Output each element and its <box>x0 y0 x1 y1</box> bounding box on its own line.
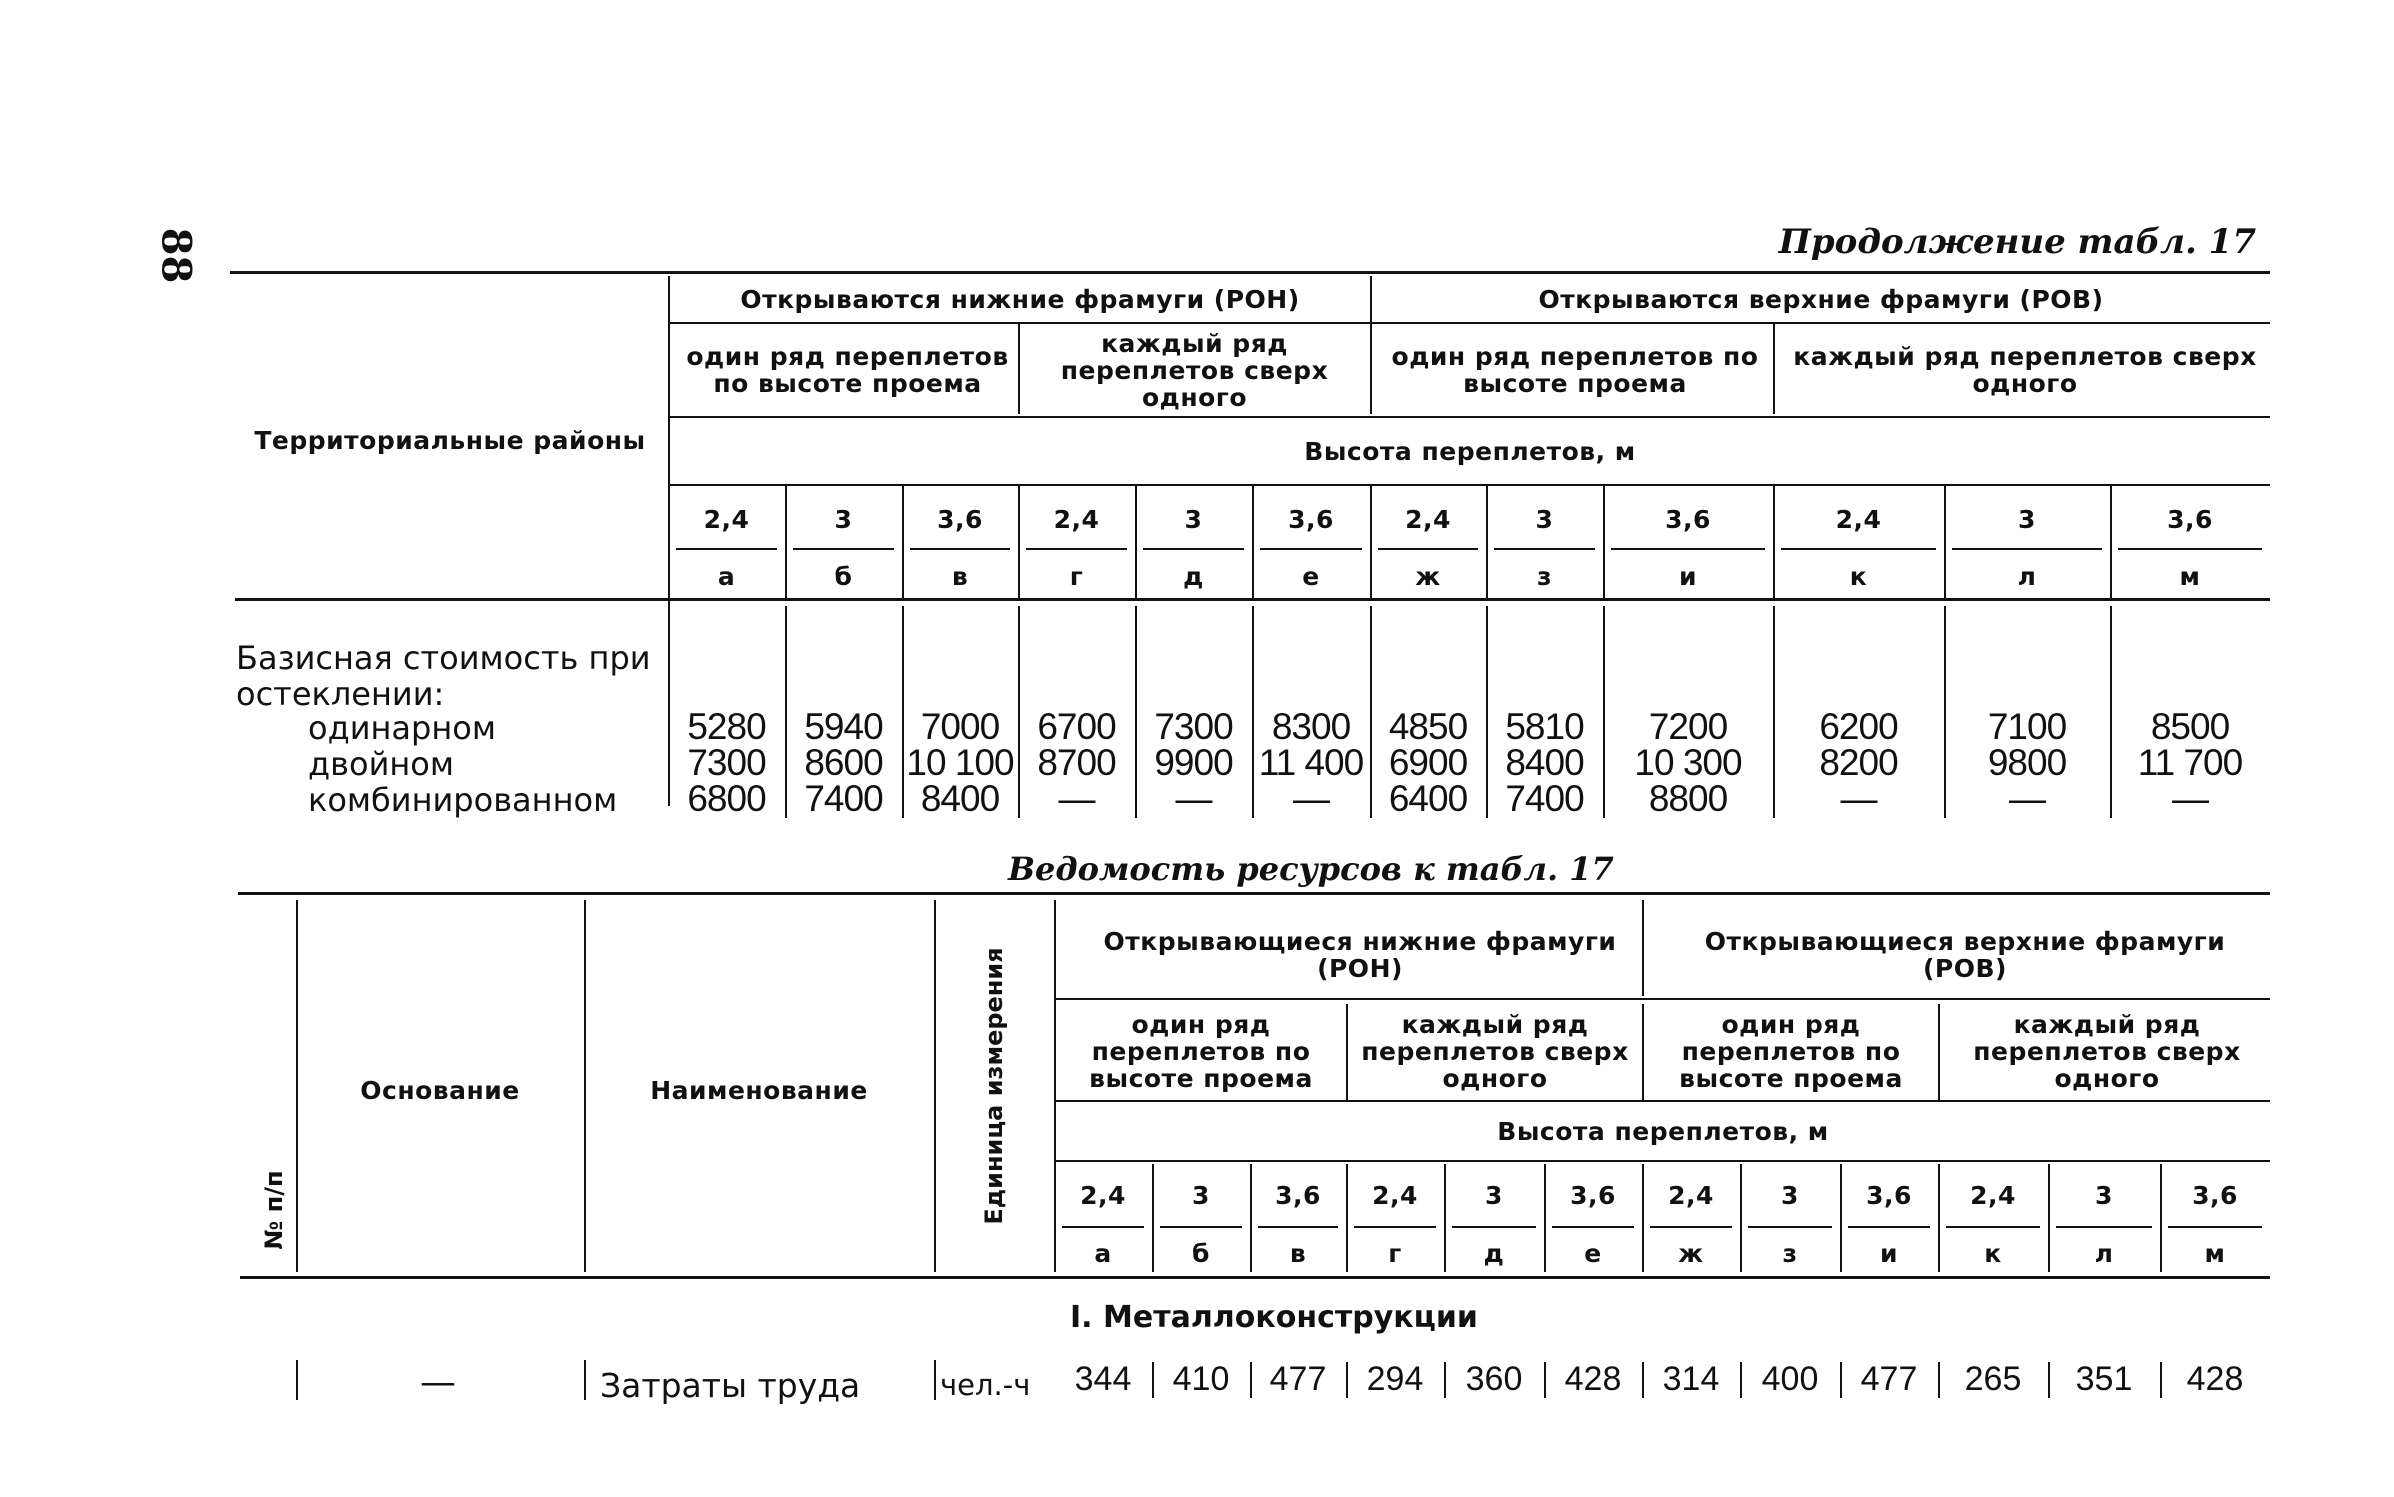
table2-height-value: 3,6 <box>1275 1180 1321 1210</box>
table2-height-value: 2,4 <box>1080 1180 1126 1210</box>
table1-column-letter: з <box>1536 561 1553 591</box>
table2-height-value: 3,6 <box>1570 1180 1616 1210</box>
table1-height-value: 2,4 <box>1835 504 1882 534</box>
table1-cell-value: 8400 <box>920 778 1000 819</box>
table2-height-value: 3 <box>1781 1180 1799 1210</box>
column-divider <box>1152 1362 1154 1398</box>
table1-cell-value: 8800 <box>1648 778 1728 819</box>
table1-height-value: 2,4 <box>1405 504 1451 534</box>
table1-column-letter: в <box>951 561 969 591</box>
table1-cell-value: — <box>1058 778 1095 819</box>
table1-cell-value: 6400 <box>1388 778 1468 819</box>
table1-cell-value: 4850 <box>1388 706 1468 747</box>
table1-cell-value: 11 400 <box>1258 742 1364 783</box>
table1-sub-ron-one: один ряд переплетов по высоте проема <box>686 342 1009 398</box>
table2-row-unit: чел.-ч <box>940 1368 1031 1402</box>
column-underline <box>1494 548 1595 550</box>
table1-cell-value: 8600 <box>804 742 883 783</box>
table1-height-value: 2,4 <box>703 504 750 534</box>
table1-cell-value: — <box>1840 778 1877 819</box>
table1-sub-ron-each: каждый ряд переплетов сверх одного <box>1060 328 1329 412</box>
column-divider <box>1252 606 1254 818</box>
table2-cell-value: 477 <box>1269 1360 1327 1398</box>
column-underline <box>2056 1226 2152 1228</box>
table2-cell-value: 314 <box>1662 1360 1720 1398</box>
table2-row-basis: — <box>420 1362 456 1403</box>
table2-cell-value: 265 <box>1964 1360 2022 1398</box>
table2-column-letter: е <box>1584 1238 1602 1268</box>
table1-column-letter: л <box>2017 561 2037 591</box>
table1-cell-value: — <box>1293 778 1329 819</box>
column-divider <box>1018 606 1020 818</box>
column-divider <box>1773 606 1775 818</box>
table1-cell-value: 8500 <box>2150 706 2230 747</box>
table1-cell-value: 5810 <box>1505 706 1584 747</box>
table2-title: Ведомость ресурсов к табл. 17 <box>1008 850 1614 888</box>
table1-height-label: Высота переплетов, м <box>1304 436 1636 466</box>
table1-sub-rov-each: каждый ряд переплетов сверх одного <box>1793 342 2257 398</box>
column-underline <box>1748 1226 1832 1228</box>
column-divider <box>1486 606 1488 818</box>
column-underline <box>1258 1226 1338 1228</box>
column-underline <box>1062 1226 1144 1228</box>
table1-group-ron: Открываются нижние фрамуги (РОН) <box>740 284 1300 314</box>
table2-column-letter: в <box>1289 1238 1307 1268</box>
table2-height-value: 2,4 <box>1970 1180 2016 1210</box>
table1-cell-value: 5280 <box>687 706 766 747</box>
column-divider <box>902 606 904 818</box>
column-underline <box>1650 1226 1732 1228</box>
table2-cell-value: 428 <box>1564 1360 1622 1398</box>
table1-cell-value: 8300 <box>1271 706 1351 747</box>
table1-group-rov: Открываются верхние фрамуги (РОВ) <box>1538 284 2104 314</box>
table1-cell-value: 9900 <box>1154 742 1233 783</box>
table1-height-value: 3,6 <box>937 504 983 534</box>
table2-column-letter: б <box>1192 1238 1210 1268</box>
table2-sub-ron-each: каждый ряд переплетов сверх одного <box>1361 1009 1629 1093</box>
table1-row-label: комбинированном <box>308 781 618 819</box>
table1-column-letter: и <box>1678 561 1698 591</box>
table2-col-no: № п/п <box>260 1170 288 1250</box>
table1-cell-value: 8400 <box>1505 742 1584 783</box>
table2-column-letter: ж <box>1678 1238 1704 1268</box>
table1-cell-value: 10 100 <box>906 742 1014 783</box>
table1-cell-value: 8700 <box>1037 742 1116 783</box>
table1-cell-value: 7100 <box>1987 706 2067 747</box>
column-underline <box>1781 548 1936 550</box>
column-underline <box>1552 1226 1634 1228</box>
column-underline <box>2168 1226 2262 1228</box>
continuation-title: Продолжение табл. 17 <box>1778 222 2256 262</box>
table1-cell-value: — <box>2009 778 2045 819</box>
table2-col-unit: Единица измерения <box>980 947 1008 1225</box>
column-underline <box>676 548 777 550</box>
table2-cell-value: 410 <box>1172 1360 1230 1398</box>
table1-cell-value: — <box>2172 778 2208 819</box>
table2-height-value: 3 <box>2095 1180 2113 1210</box>
table1-column-letter: д <box>1183 561 1204 591</box>
table1-cell-value: 6700 <box>1037 706 1116 747</box>
column-divider <box>1544 1362 1546 1398</box>
table1-cell-value: 7000 <box>920 706 1000 747</box>
table2-column-letter: з <box>1782 1238 1798 1268</box>
table1-height-value: 3 <box>834 504 853 534</box>
column-divider <box>2160 1362 2162 1398</box>
table1-cell-value: 7400 <box>804 778 883 819</box>
page-number: 88 <box>152 227 200 284</box>
column-underline <box>1952 548 2102 550</box>
table2-cell-value: 360 <box>1465 1360 1523 1398</box>
table1-cell-value: 6900 <box>1388 742 1468 783</box>
table2-cell-value: 344 <box>1074 1360 1132 1398</box>
table1-cell-value: 10 300 <box>1634 742 1742 783</box>
table1-height-value: 3,6 <box>2167 504 2213 534</box>
table1-row-header: Территориальные районы <box>254 425 646 455</box>
table1-cell-value: 7200 <box>1648 706 1728 747</box>
table2-cell-value: 428 <box>2186 1360 2244 1398</box>
column-underline <box>1848 1226 1930 1228</box>
column-divider <box>1740 1362 1742 1398</box>
table2-height-value: 3,6 <box>2192 1180 2238 1210</box>
table2-group-rov: Открывающиеся верхние фрамуги (РОВ) <box>1704 927 2226 983</box>
table2-column-letter: м <box>2204 1238 2226 1268</box>
table1-height-value: 3,6 <box>1665 504 1711 534</box>
table1-cell-value: 6200 <box>1819 706 1898 747</box>
table1-cell-value: 5940 <box>804 706 883 747</box>
table2-column-letter: а <box>1094 1238 1112 1268</box>
table1-sub-rov-one: один ряд переплетов по высоте проема <box>1391 342 1759 398</box>
table1-cell-value: 8200 <box>1819 742 1898 783</box>
table1-column-letter: ж <box>1415 561 1441 591</box>
table2-group-ron: Открывающиеся нижние фрамуги (РОН) <box>1103 927 1617 983</box>
table2-cell-value: 477 <box>1860 1360 1918 1398</box>
column-divider <box>1135 606 1137 818</box>
table1-height-value: 3 <box>1535 504 1554 534</box>
table2-cell-value: 400 <box>1761 1360 1819 1398</box>
table2-section-title: I. Металлоконструкции <box>1070 1300 1478 1335</box>
column-divider <box>2048 1362 2050 1398</box>
table2-height-value: 3 <box>1485 1180 1503 1210</box>
table2-col-name: Наименование <box>650 1075 868 1105</box>
table1-cell-value: 11 700 <box>2137 742 2243 783</box>
column-divider <box>1250 1362 1252 1398</box>
table2-column-letter: д <box>1483 1238 1505 1268</box>
column-divider <box>785 606 787 818</box>
column-underline <box>1452 1226 1536 1228</box>
table1-row-label: одинарном <box>308 709 496 747</box>
table2-column-letter: л <box>2094 1238 2114 1268</box>
table2-col-basis: Основание <box>360 1075 520 1105</box>
column-underline <box>1143 548 1244 550</box>
table2-cell-value: 294 <box>1366 1360 1424 1398</box>
table2-column-letter: и <box>1879 1238 1899 1268</box>
column-underline <box>1026 548 1127 550</box>
table1-column-letter: а <box>717 561 736 591</box>
table1-column-letter: г <box>1069 561 1084 591</box>
table1-cell-value: 7400 <box>1505 778 1584 819</box>
column-divider <box>1944 606 1946 818</box>
column-underline <box>793 548 894 550</box>
column-underline <box>910 548 1010 550</box>
table1-cell-value: 9800 <box>1987 742 2067 783</box>
table1-cell-value: 7300 <box>1154 706 1233 747</box>
table1-cell-value: 6800 <box>687 778 766 819</box>
table2-column-letter: г <box>1388 1238 1402 1268</box>
table1-cell-value: — <box>1175 778 1212 819</box>
column-divider <box>1370 606 1372 818</box>
column-divider <box>1603 606 1605 818</box>
table2-sub-ron-one: один ряд переплетов по высоте проема <box>1089 1009 1313 1093</box>
column-divider <box>1444 1362 1446 1398</box>
table2-height-label: Высота переплетов, м <box>1497 1116 1829 1146</box>
column-divider <box>1840 1362 1842 1398</box>
column-underline <box>1378 548 1478 550</box>
column-underline <box>1160 1226 1242 1228</box>
table2-row-name: Затраты труда <box>600 1366 861 1405</box>
table1-column-letter: м <box>2179 561 2201 591</box>
table1-height-value: 3 <box>2018 504 2036 534</box>
table2-height-value: 2,4 <box>1668 1180 1714 1210</box>
table1-height-value: 3 <box>1184 504 1203 534</box>
table1-height-value: 3,6 <box>1288 504 1334 534</box>
column-underline <box>2118 548 2262 550</box>
table2-height-value: 3,6 <box>1866 1180 1912 1210</box>
column-underline <box>1354 1226 1436 1228</box>
table1-column-letter: к <box>1849 561 1868 591</box>
column-divider <box>1642 1362 1644 1398</box>
table2-height-value: 3 <box>1192 1180 1210 1210</box>
table1-cell-value: 7300 <box>687 742 766 783</box>
table2-sub-rov-each: каждый ряд переплетов сверх одного <box>1973 1009 2241 1093</box>
table1-height-value: 2,4 <box>1053 504 1100 534</box>
table1-row-title: Базисная стоимость при остеклении: <box>236 639 651 713</box>
column-divider <box>1346 1362 1348 1398</box>
table1-row-label: двойном <box>308 745 454 783</box>
column-divider <box>2110 606 2112 818</box>
table1-column-letter: б <box>834 561 853 591</box>
table2-cell-value: 351 <box>2075 1360 2133 1398</box>
column-underline <box>1946 1226 2040 1228</box>
table1-column-letter: е <box>1302 561 1320 591</box>
column-underline <box>1260 548 1362 550</box>
column-divider <box>1938 1362 1940 1398</box>
column-underline <box>1611 548 1765 550</box>
table2-height-value: 2,4 <box>1372 1180 1418 1210</box>
table2-column-letter: к <box>1984 1238 2002 1268</box>
table2-sub-rov-one: один ряд переплетов по высоте проема <box>1679 1009 1903 1093</box>
